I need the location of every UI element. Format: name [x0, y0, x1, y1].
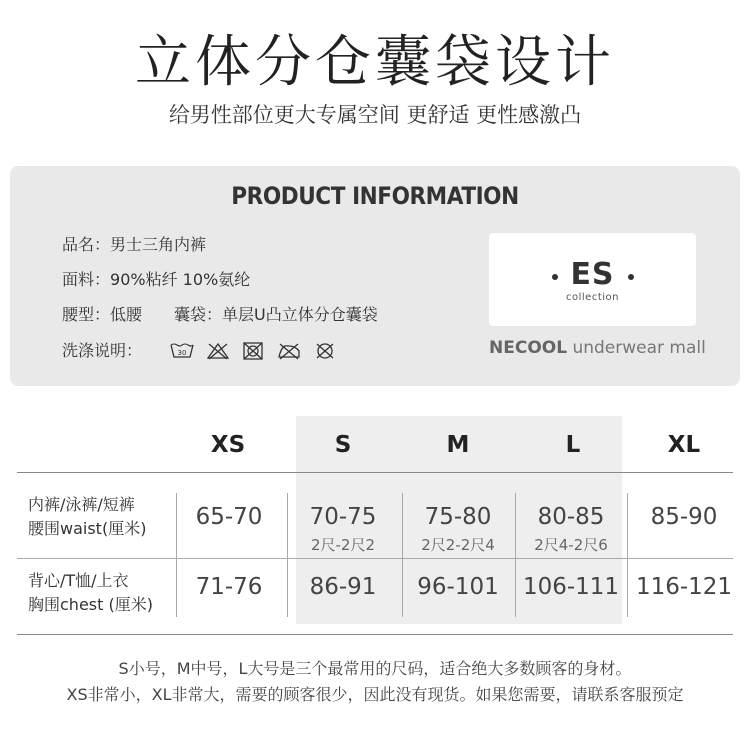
waist-s: 70-75 [309, 504, 377, 530]
footer-note-1: S小号，M中号，L大号是三个最常用的尺码，适合绝大多数顾客的身材。 [118, 659, 632, 678]
info-pouch-label: 囊袋： [174, 305, 223, 324]
row-chest-label-1: 背心/T恤/上衣 [28, 571, 129, 590]
no-dry-clean-icon [314, 342, 336, 360]
info-pouch-value: 单层U凸立体分仓囊袋 [222, 305, 378, 324]
size-head-m: M [446, 432, 470, 458]
footer-note-2: XS非常小，XL非常大，需要的顾客很少，因此没有现货。如果您需要，请联系客服预定 [66, 685, 684, 704]
size-head-xl: XL [667, 432, 701, 458]
info-fabric-line [62, 269, 250, 291]
size-head-l: L [565, 432, 581, 458]
waist-m-chi: 2尺2-2尺4 [421, 536, 495, 554]
info-fabric-label: 面料： [62, 270, 111, 289]
table-divider-top [17, 472, 733, 473]
brand-logo-sub: collection [566, 292, 619, 303]
chest-m: 96-101 [417, 574, 499, 600]
info-name-label: 品名： [62, 235, 111, 254]
waist-s-chi: 2尺-2尺2 [310, 536, 376, 554]
info-fabric-value: 90%粘纤 10%氨纶 [110, 270, 251, 289]
brand-logo: ES [570, 257, 615, 292]
no-bleach-icon [207, 342, 229, 360]
info-waist-value: 低腰 [110, 305, 143, 324]
logo-dot-right [628, 274, 634, 280]
waist-l: 80-85 [537, 504, 605, 530]
mall-name-rest: underwear mall [567, 338, 706, 358]
page-title: 立体分仓囊袋设计 [135, 30, 615, 95]
info-name-line [62, 234, 206, 256]
mall-name-bold: NECOOL [489, 338, 568, 358]
row-waist-label-2: 腰围waist(厘米) [28, 519, 147, 538]
chest-l: 106-111 [522, 574, 620, 600]
chest-xs: 71-76 [195, 574, 263, 600]
product-info-heading: PRODUCT INFORMATION [231, 182, 519, 210]
size-head-xs: XS [210, 432, 246, 458]
waist-l-chi: 2尺4-2尺6 [534, 536, 608, 554]
row-chest-label-2: 胸围chest (厘米) [28, 595, 153, 614]
chest-xl: 116-121 [635, 574, 733, 600]
info-name-value: 男士三角内裤 [110, 235, 207, 254]
waist-xs: 65-70 [195, 504, 263, 530]
page-subtitle: 给男性部位更大专属空间 更舒适 更性感激凸 [168, 103, 582, 127]
info-wash-label: 洗涤说明： [62, 341, 143, 360]
waist-m: 75-80 [424, 504, 492, 530]
waist-xl: 85-90 [650, 504, 718, 530]
no-iron-icon [277, 342, 301, 360]
size-head-s: S [334, 432, 352, 458]
chest-s: 86-91 [309, 574, 377, 600]
table-divider-bottom [17, 634, 733, 635]
table-divider-mid [17, 558, 733, 559]
no-tumble-dry-icon [242, 342, 264, 360]
info-wash-line [62, 340, 142, 362]
mall-name [489, 338, 706, 358]
table-vline-5 [627, 493, 628, 617]
info-waist-line [62, 304, 378, 326]
info-waist-label: 腰型： [62, 305, 111, 324]
wash-icons [170, 340, 344, 362]
row-waist-label-1: 内裤/泳裤/短裤 [28, 495, 135, 514]
wash-temp: 30 [177, 348, 187, 357]
wash-30-icon [170, 342, 194, 360]
